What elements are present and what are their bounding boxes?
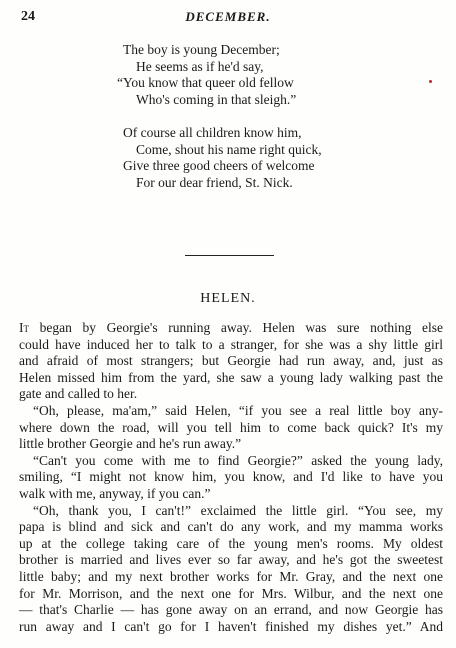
poem-line: The boy is young December; <box>123 42 280 57</box>
poem-line: “You know that queer old fellow <box>117 75 294 90</box>
story-line: run away and I can't go for I haven't finished my dishes yet.” And <box>19 618 443 634</box>
drop-word: It <box>19 320 29 335</box>
story-line: Helen missed him from the yard, she saw a young lady walking past the <box>19 369 443 385</box>
story-line: “Oh, thank you, I can't!” exclaimed the little girl. “You see, my <box>33 502 443 518</box>
poem-line: Give three good cheers of welcome <box>123 158 315 173</box>
story-line: up at the college taking care of the young men's rooms. My oldest <box>19 535 443 551</box>
story-title: HELEN. <box>200 291 256 306</box>
story-line: papa is blind and sick and can't do any work, and my mamma works <box>19 519 443 535</box>
poem-line: He seems as if he'd say, <box>136 58 264 74</box>
story-line: could have induced her to talk to a stranger, for she was a shy little girl <box>19 336 443 352</box>
section-divider <box>185 255 274 256</box>
story-line: little brother Georgie and he's run away.” <box>19 436 242 452</box>
story-line: and afraid of most strangers; but Georgie had run away, and, just as <box>19 353 443 369</box>
story-line: “Can't you come with me to find Georgie?” asked the young lady, <box>33 452 443 468</box>
page-number: 24 <box>21 9 35 24</box>
story-line: smiling, “I might not know him, you know, and I'd like to have you <box>19 469 443 485</box>
story-line: little baby; and my next brother works for Mr. Gray, and the next one <box>19 569 443 584</box>
story-line: gate and called to her. <box>19 386 138 402</box>
story-line: for Mr. Morrison, and the next one for Mrs. Wilbur, and the next one <box>19 585 443 601</box>
story-line: brother is married and lives ever so far away, and he's got the sweetest <box>19 552 443 568</box>
poem-line: Come, shout his name right quick, <box>136 141 322 157</box>
story-line: It began by Georgie's running away. Helen was sure nothing else <box>19 320 443 335</box>
ink-speck <box>429 80 432 83</box>
running-title: DECEMBER. <box>185 9 271 24</box>
poem-line: For our dear friend, St. Nick. <box>136 174 293 190</box>
story-line: “Oh, please, ma'am,” said Helen, “if you see a real little boy any- <box>33 403 443 418</box>
poem-line: Who's coming in that sleigh.” <box>136 91 297 107</box>
poem-line: Of course all children know him, <box>123 125 302 140</box>
story-line: where down the road, will you tell him to come back quick? It's my <box>19 419 443 435</box>
story-line: — that's Charlie — has gone away on an errand, and now Georgie has <box>19 602 443 618</box>
story-line: walk with me, anyway, if you can.” <box>19 486 211 501</box>
